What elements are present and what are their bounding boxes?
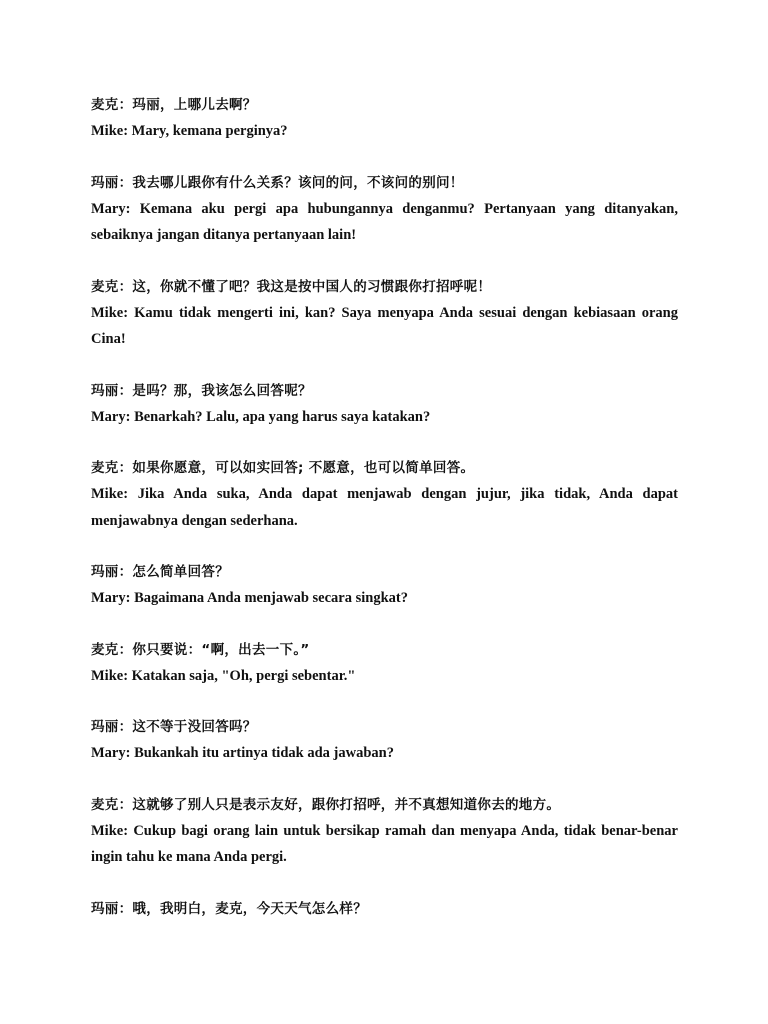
indonesian-line: Mike: Cukup bagi orang lain untuk bersikap ramah dan menyapa Anda, tidak benar-benar ingin tahu ke mana Anda pergi.	[91, 822, 678, 865]
dialogue-entry	[91, 378, 678, 431]
indonesian-line: Mike: Mary, kemana perginya?	[91, 123, 288, 139]
indonesian-line: Mary: Bukankah itu artinya tidak ada jawaban?	[91, 745, 394, 761]
chinese-line: 麦克：这，你就不懂了吧？我这是按中国人的习惯跟你打招呼呢！	[91, 278, 492, 295]
indonesian-line: Mary: Kemana aku pergi apa hubungannya denganmu? Pertanyaan yang ditanyakan, sebaiknya jangan ditanya pertanyaan lain!	[91, 200, 678, 243]
dialogue-entry	[91, 896, 678, 922]
indonesian-line: Mary: Benarkah? Lalu, apa yang harus saya katakan?	[91, 408, 431, 425]
indonesian-line: Mary: Bagaimana Anda menjawab secara singkat?	[91, 590, 408, 606]
dialogue-entry	[91, 559, 678, 612]
indonesian-line: Mike: Jika Anda suka, Anda dapat menjawab dengan jujur, jika tidak, Anda dapat menjawabnya dengan sederhana.	[91, 486, 678, 529]
dialogue-entry	[91, 637, 678, 690]
chinese-line: 玛丽：是吗？那，我该怎么回答呢？	[91, 382, 312, 399]
chinese-line: 玛丽：这不等于没回答吗？	[91, 719, 257, 735]
dialogue-entry	[91, 714, 678, 767]
chinese-line: 玛丽：怎么简单回答？	[91, 564, 229, 580]
dialogue-entry	[91, 274, 678, 353]
chinese-line: 麦克：玛丽，上哪儿去啊？	[91, 97, 257, 113]
indonesian-line: Mike: Kamu tidak mengerti ini, kan? Saya menyapa Anda sesuai dengan kebiasaan orang Cina!	[91, 304, 678, 347]
chinese-line: 玛丽：我去哪儿跟你有什么关系？该问的问，不该问的别问！	[91, 174, 464, 191]
dialogue-entry	[91, 455, 678, 534]
chinese-line: 麦克：这就够了别人只是表示友好，跟你打招呼，并不真想知道你去的地方。	[91, 796, 561, 813]
chinese-line: 麦克：如果你愿意，可以如实回答; 不愿意，也可以简单回答。	[91, 460, 475, 476]
dialogue-text	[91, 92, 678, 947]
dialogue-entry	[91, 92, 678, 145]
dialogue-entry	[91, 170, 678, 249]
indonesian-line: Mike: Katakan saja, "Oh, pergi sebentar."	[91, 667, 356, 684]
chinese-line: 玛丽：哦，我明白，麦克，今天天气怎么样？	[91, 900, 367, 917]
chinese-line: 麦克：你只要说：“啊，出去一下。”	[91, 641, 310, 658]
dialogue-entry	[91, 792, 678, 871]
